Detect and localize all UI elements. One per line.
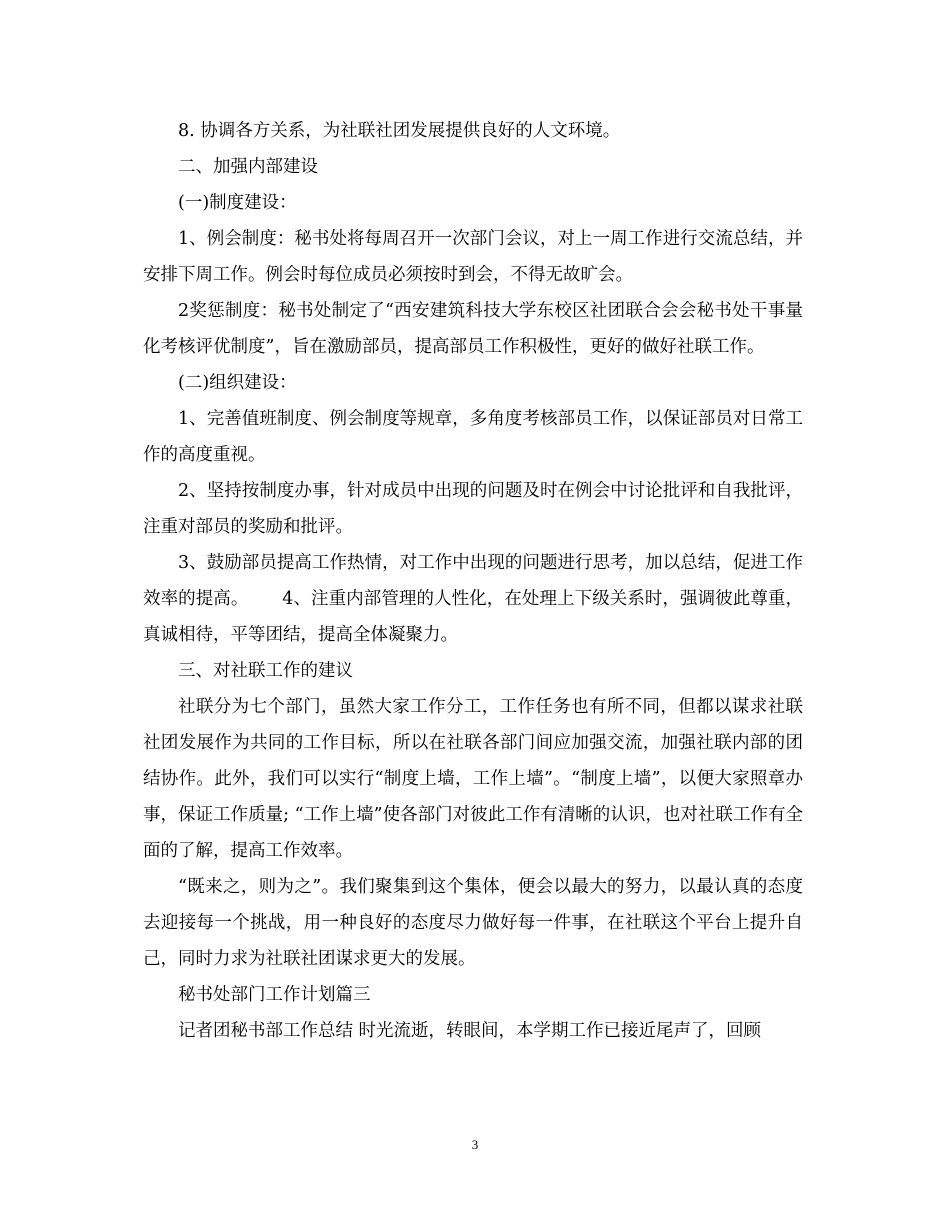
paragraph-work-enthusiasm: 3、鼓励部员提高工作热情，对工作中出现的问题进行思考，加以总结，促进工作效率的提高。 4、注重内部管理的人性化，在处理上下级关系时，强调彼此尊重，真诚相待，平等团结，提高全体凝聚力。 [143, 553, 803, 645]
paragraph-meeting-system: 1、例会制度：秘书处将每周召开一次部门会议，对上一周工作进行交流总结，并安排下周工作。例会时每位成员必须按时到会，不得无故旷会。 [143, 229, 803, 285]
page-number: 3 [471, 1137, 479, 1152]
subsection-heading-organization-construction: (二)组织建设： [178, 373, 297, 393]
paragraph-rules-handling: 2、坚持按制度办事，针对成员中出现的问题及时在例会中讨论批评和自我批评，注重对部员的奖励和批评。 [143, 481, 803, 537]
paragraph-reporter-summary: 记者团秘书部工作总结 时光流逝，转眼间，本学期工作已接近尾声了，回顾 [178, 1021, 762, 1041]
paragraph-closing: “既来之，则为之”。我们聚集到这个集体，便会以最大的努力，以最认真的态度去迎接每一个挑战，用一种良好的态度尽力做好每一件事，在社联这个平台上提升自己，同时力求为社联社团谋求更大的发展。 [143, 877, 803, 969]
subsection-heading-system-construction: (一)制度建设： [178, 193, 297, 213]
paragraph-reward-system: 2奖惩制度：秘书处制定了“西安建筑科技大学东校区社团联合会会秘书处干事量化考核评优制度”，旨在激励部员，提高部员工作积极性，更好的做好社联工作。 [143, 301, 803, 357]
paragraph-departments: 社联分为七个部门，虽然大家工作分工，工作任务也有所不同，但都以谋求社联社团发展作为共同的工作目标，所以在社联各部门间应加强交流，加强社联内部的团结协作。此外，我们可以实行“制度上墙，工作上墙”。“制度上墙”，以便大家照章办事，保证工作质量; “工作上墙”使各部门对彼此工作有清晰的认识，也对社联工作有全面的了解，提高工作效率。 [143, 697, 803, 861]
section-heading-internal-construction: 二、加强内部建设 [178, 157, 318, 177]
paragraph-item-8: 8. 协调各方关系，为社联社团发展提供良好的人文环境。 [178, 121, 621, 141]
section-heading-suggestions: 三、对社联工作的建议 [178, 661, 353, 681]
paragraph-duty-system: 1、完善值班制度、例会制度等规章，多角度考核部员工作，以保证部员对日常工作的高度重视。 [143, 409, 803, 465]
document-body [143, 113, 803, 1049]
section-heading-plan-part-three: 秘书处部门工作计划篇三 [178, 985, 371, 1005]
